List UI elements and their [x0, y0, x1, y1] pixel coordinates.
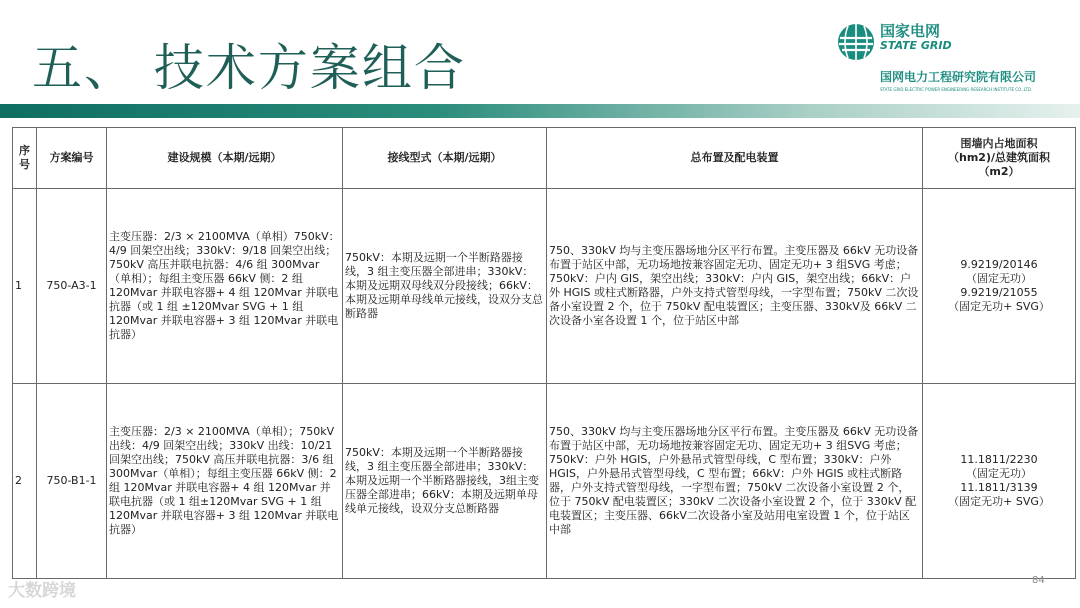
table-row	[13, 189, 1076, 384]
cell-index: 1	[13, 189, 37, 384]
brand-name-cn: 国家电网	[880, 22, 941, 40]
cell-scale: 主变压器：2/3 × 2100MVA（单相）750kV：4/9 回架空出线；330kV：9/18 回架空出线；750kV 高压并联电抗器：4/6 组 300Mvar（单相）；每组主变压器 66kV 侧：2 组 120Mvar 并联电容器+ 4 组 120Mvar 并联电抗器（或 1 组 ±120Mvar SVG + 1 组 120Mvar 并联电容器+ 3 组 120Mvar 并联电抗器）	[107, 189, 343, 384]
scheme-table	[12, 127, 1076, 579]
cell-area-line: （固定无功+ SVG）	[948, 300, 1050, 313]
institute-name-cn: 国网电力工程研究院有限公司	[880, 70, 1037, 84]
brand-name-en: STATE GRID	[880, 39, 952, 52]
cell-area-line: 11.1811/2230	[960, 453, 1038, 466]
header-layout: 总布置及配电装置	[547, 128, 923, 189]
page-title: 五、 技术方案组合	[32, 39, 466, 97]
cell-area-line: 11.1811/3139	[960, 481, 1038, 494]
cell-area-line: （固定无功+ SVG）	[948, 495, 1050, 508]
header-area-line: 围墙内占地面积	[960, 137, 1038, 150]
header-area-line: （m2）	[978, 165, 1020, 178]
header-area	[923, 128, 1076, 189]
cell-wiring: 750kV：本期及远期一个半断路器接线，3 组主变压器全部进串；330kV：本期及远期双母线双分段接线；66kV：本期及远期单母线单元接线，设双分支总断路器	[343, 189, 547, 384]
header-area-line: （hm2)/总建筑面积	[948, 151, 1050, 164]
header-index: 序号	[13, 128, 37, 189]
cell-code: 750-A3-1	[37, 189, 107, 384]
brand	[880, 22, 952, 52]
header-scale: 建设规模（本期/远期）	[107, 128, 343, 189]
header-band	[0, 104, 1080, 118]
cell-scale: 主变压器：2/3 × 2100MVA（单相）；750kV 出线：4/9 回架空出线；330kV 出线：10/21 回架空出线；750kV 高压并联电抗器：3/6 组 300Mvar（单相）；每组主变压器 66kV 侧：2 组 120Mvar 并联电容器+ 4 组 120Mvar 并联电抗器（或 1 组±120Mvar SVG + 1 组 120Mvar 并联电容器+ 3 组 120Mvar 并联电抗器）	[107, 384, 343, 579]
cell-wiring: 750kV：本期及远期一个半断路器接线，3 组主变压器全部进串；330kV：本期及远期一个半断路器接线，3组主变压器全部进串；66kV：本期及远期单母线单元接线，设双分支总断路器	[343, 384, 547, 579]
cell-area	[923, 384, 1076, 579]
cell-area-line: 9.9219/20146	[960, 258, 1038, 271]
institute-name-en: STATE GRID ELECTRIC POWER ENGINEERING RESEARCH INSTITUTE CO.,LTD.	[880, 87, 1033, 92]
header-wiring: 接线型式（本期/远期）	[343, 128, 547, 189]
cell-code: 750-B1-1	[37, 384, 107, 579]
cell-area-line: 9.9219/21055	[960, 286, 1038, 299]
cell-index: 2	[13, 384, 37, 579]
state-grid-logo-icon	[836, 22, 876, 62]
header-code: 方案编号	[37, 128, 107, 189]
page-number: 84	[1032, 575, 1045, 586]
table-header-row	[13, 128, 1076, 189]
cell-area-line: （固定无功）	[966, 272, 1032, 285]
cell-layout: 750、330kV 均与主变压器场地分区平行布置。主变压器及 66kV 无功设备布置于站区中部，无功场地按兼容固定无功、固定无功+ 3 组SVG 考虑；750kV：户外 HGIS，户外悬吊式管型母线，C 型布置；330kV：户外 HGIS，户外悬吊式管型母线，C 型布置；66kV：户外 HGIS 或柱式断路器，户外支持式管型母线，一字型布置；750kV 二次设备小室设置 2 个，位于 750kV 配电装置区；330kV 二次设备小室设置 2 个，位于 330kV 配电装置区；主变压器、66kV二次设备小室及站用电室设置 1 个，位于站区中部	[547, 384, 923, 579]
table-row	[13, 384, 1076, 579]
cell-layout: 750、330kV 均与主变压器场地分区平行布置。主变压器及 66kV 无功设备布置于站区中部，无功场地按兼容固定无功、固定无功+ 3 组SVG 考虑；750kV：户内 GIS，架空出线；330kV：户内 GIS，架空出线；66kV：户外 HGIS 或柱式断路器，户外支持式管型母线，一字型布置；750kV 二次设备小室设置 2 个，位于 750kV 配电装置区；主变压器、330kV及 66kV 二次设备小室各设置 1 个，位于站区中部	[547, 189, 923, 384]
cell-area-line: （固定无功）	[966, 467, 1032, 480]
watermark: 大数跨境	[8, 581, 76, 601]
cell-area	[923, 189, 1076, 384]
